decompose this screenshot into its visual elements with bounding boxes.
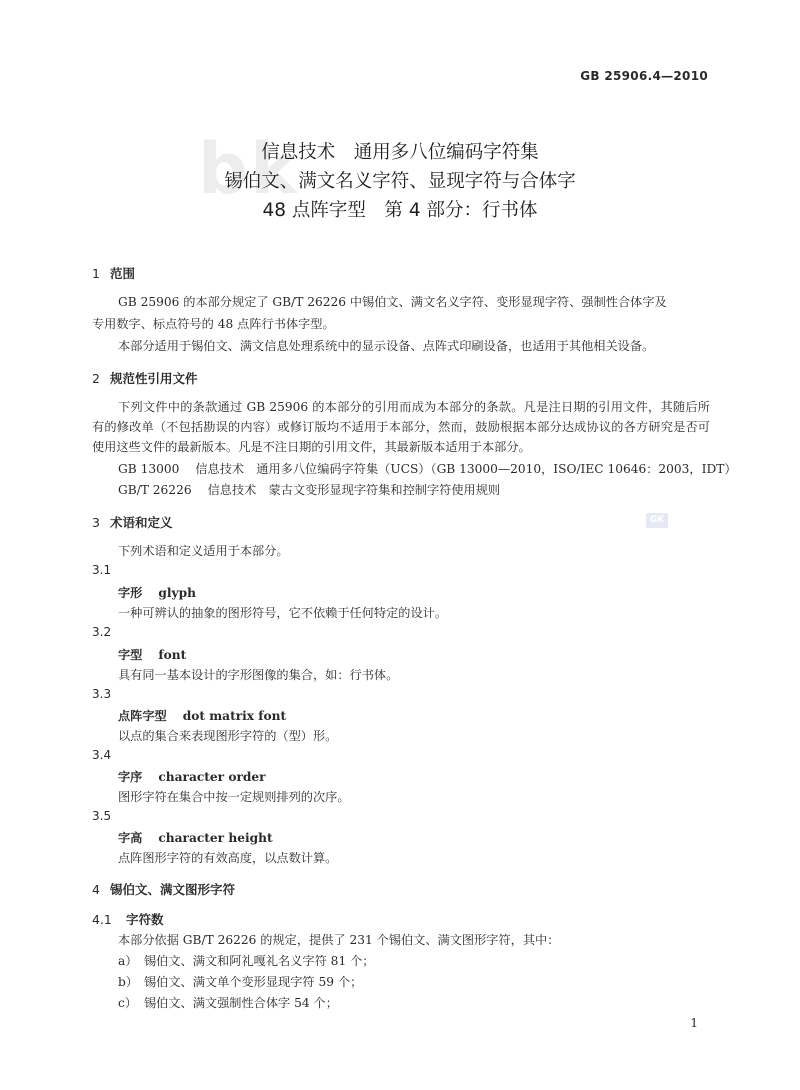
list-text: 锡伯文、满文单个变形显现字符 59 个； (144, 975, 363, 989)
paragraph: 专用数字、标点符号的 48 点阵行书体字型。 (92, 317, 335, 331)
term-en: font (158, 648, 187, 662)
clause-number: 3.4 (92, 748, 112, 762)
section-number: 3 (92, 515, 100, 530)
clause-number: 3.1 (92, 563, 112, 577)
term-cn: 字序 (118, 770, 143, 784)
paragraph: 下列术语和定义适用于本部分。 (118, 544, 289, 558)
standard-code: GB 25906.4—2010 (580, 69, 708, 83)
paragraph: GB 25906 的本部分规定了 GB/T 26226 中锡伯文、满文名义字符、变形显现字符、强制性合体字及 (118, 295, 667, 309)
paragraph: 本部分适用于锡伯文、满文信息处理系统中的显示设备、点阵式印刷设备，也适用于其他相关设备。 (118, 339, 655, 353)
term-en: glyph (158, 586, 196, 600)
term-en: character height (158, 831, 273, 845)
term-entry (118, 829, 273, 846)
reference-code: GB 13000 (118, 462, 180, 476)
term-cn: 点阵字型 (118, 709, 167, 723)
term-definition: 图形字符在集合中按一定规则排列的次序。 (118, 790, 350, 804)
list-text: 锡伯文、满文和阿礼嘎礼名义字符 81 个； (144, 954, 375, 968)
reference-code: GB/T 26226 (118, 483, 192, 497)
clause-number: 3.2 (92, 625, 112, 639)
term-definition: 具有同一基本设计的字形图像的集合，如：行书体。 (118, 668, 399, 682)
term-cn: 字型 (118, 648, 143, 662)
list-marker: b） (118, 975, 138, 989)
subclause-heading (92, 910, 164, 928)
page-number: 1 (690, 1016, 698, 1030)
reference-item (118, 481, 500, 498)
section-number: 2 (92, 371, 100, 386)
list-marker: c） (118, 996, 138, 1010)
section-heading-2 (92, 369, 198, 387)
section-number: 1 (92, 266, 100, 281)
term-definition: 一种可辨认的抽象的图形符号，它不依赖于任何特定的设计。 (118, 606, 448, 620)
section-number: 4 (92, 882, 100, 897)
title-line-3: 48 点阵字型 第 4 部分：行书体 (262, 200, 538, 221)
term-cn: 字形 (118, 586, 143, 600)
term-definition: 以点的集合来表现图形字符的（型）形。 (118, 729, 338, 743)
section-title: 范围 (110, 266, 136, 281)
list-marker: a） (118, 954, 138, 968)
term-entry (118, 584, 196, 601)
title-line-1: 信息技术 通用多八位编码字符集 (261, 142, 539, 163)
paragraph: 下列文件中的条款通过 GB 25906 的本部分的引用而成为本部分的条款。凡是注日期的引用文件，其随后所有的修改单（不包括勘误的内容）或修订版均不适用于本部分，然而，鼓励根据本部分达成协议的各方研究是否可使用这些文件的最新版本。凡是不注日期的引用文件，其最新版本适用于本部分。 (92, 400, 710, 454)
reference-title: 信息技术 蒙古文变形显现字符集和控制字符使用规则 (207, 483, 501, 497)
subclause-title: 字符数 (126, 912, 164, 927)
reference-item (118, 460, 737, 477)
stamp-mark: GK (646, 513, 668, 528)
paragraph: 本部分依据 GB/T 26226 的规定，提供了 231 个锡伯文、满文图形字符，其中： (118, 933, 560, 947)
list-item (118, 952, 374, 969)
clause-number: 3.3 (92, 687, 112, 701)
term-entry (118, 707, 286, 724)
section-title: 锡伯文、满文图形字符 (110, 882, 236, 897)
subclause-number: 4.1 (92, 912, 112, 927)
watermark: bk (198, 128, 299, 210)
list-text: 锡伯文、满文强制性合体字 54 个； (144, 996, 338, 1010)
term-en: character order (158, 770, 266, 784)
term-entry (118, 646, 186, 663)
term-entry (118, 768, 266, 785)
clause-number: 3.5 (92, 809, 112, 823)
section-title: 规范性引用文件 (110, 371, 198, 386)
title-line-2: 锡伯文、满文名义字符、显现字符与合体字 (224, 171, 576, 192)
term-definition: 点阵图形字符的有效高度，以点数计算。 (118, 851, 338, 865)
section-title: 术语和定义 (110, 515, 173, 530)
document-title (0, 138, 800, 225)
section-heading-1 (92, 264, 135, 282)
list-item (118, 994, 338, 1011)
list-item (118, 973, 362, 990)
term-cn: 字高 (118, 831, 143, 845)
section-heading-4 (92, 880, 235, 898)
term-en: dot matrix font (182, 709, 287, 723)
section-heading-3 (92, 513, 173, 531)
reference-title: 信息技术 通用多八位编码字符集（UCS）（GB 13000—2010，ISO/IEC 10646：2003，IDT） (195, 462, 737, 476)
